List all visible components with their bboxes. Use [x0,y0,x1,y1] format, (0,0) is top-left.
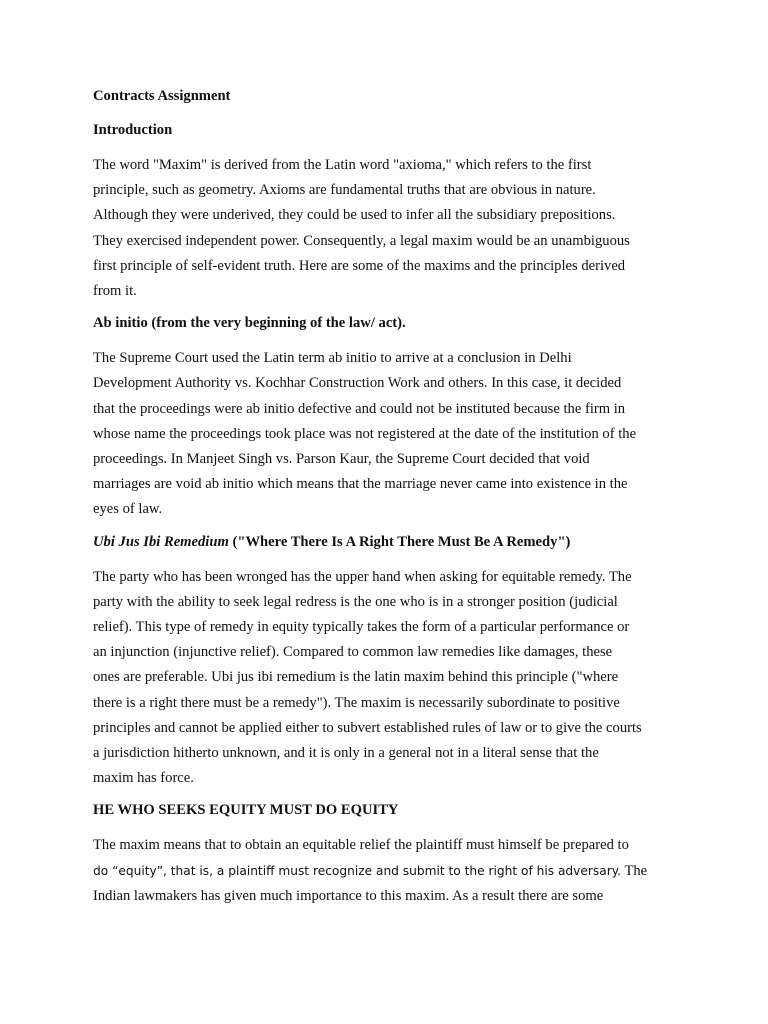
paragraph-line: The Supreme Court used the Latin term ab initio to arrive at a conclusion in Delhi [93,350,572,367]
paragraph-line: an injunction (injunctive relief). Compared to common law remedies like damages, these [93,644,613,661]
paragraph-line: Development Authority vs. Kochhar Construction Work and others. In this case, it decided [93,375,622,392]
paragraph-line: a jurisdiction hitherto unknown, and it is only in a general not in a literal sense that the [93,745,599,762]
serif-text-run: The [621,862,648,879]
paragraph-line: principles and cannot be applied either to subvert established rules of law or to give the courts [93,719,642,736]
paragraph-line: maxim has force. [93,770,194,787]
paragraph-line: They exercised independent power. Consequently, a legal maxim would be an unambiguous [93,232,630,249]
paragraph-line: there is a right there must be a remedy"). The maxim is necessarily subordinate to positive [93,694,620,711]
paragraph-line: party with the ability to seek legal redress is the one who is in a stronger position (judicial [93,593,618,610]
paragraph-line: marriages are void ab initio which means that the marriage never came into existence in the [93,476,628,493]
paragraph-line: relief). This type of remedy in equity typically takes the form of a particular performance or [93,619,630,636]
paragraph-line: first principle of self-evident truth. Here are some of the maxims and the principles derived [93,257,626,274]
ubi-jus-paragraph [93,565,683,792]
paragraph-line: The word "Maxim" is derived from the Latin word "axioma," which refers to the first [93,157,592,173]
ab-initio-heading: Ab initio (from the very beginning of the law/ act). [93,315,406,332]
document-page [93,86,683,918]
paragraph-line: Indian lawmakers has given much importance to this maxim. As a result there are some [93,887,604,904]
ubi-jus-heading-italic: Ubi Jus Ibi Remedium [93,533,229,550]
sans-text-run: do “equity”, that is, a plaintiff must recognize and submit to the right of his adversary. [93,863,622,878]
paragraph-line: The maxim means that to obtain an equitable relief the plaintiff must himself be prepared to [93,837,629,854]
paragraph-line: ones are preferable. Ubi jus ibi remedium is the latin maxim behind this principle ("where [93,669,619,686]
ab-initio-paragraph [93,346,683,522]
paragraph-line: that the proceedings were ab initio defective and could not be instituted because the firm in [93,400,626,417]
introduction-paragraph [93,153,683,304]
ubi-jus-heading [93,532,683,552]
paragraph-line: The party who has been wronged has the upper hand when asking for equitable remedy. The [93,568,632,585]
paragraph-line [93,859,683,884]
paragraph-line: whose name the proceedings took place was not registered at the date of the institution of the [93,425,637,442]
introduction-heading: Introduction [93,122,173,138]
equity-paragraph [93,833,683,909]
paragraph-line: proceedings. In Manjeet Singh vs. Parson Kaur, the Supreme Court decided that void [93,451,590,468]
ubi-jus-heading-rest: ("Where There Is A Right There Must Be A Remedy") [228,533,571,550]
paragraph-line: principle, such as geometry. Axioms are fundamental truths that are obvious in nature. [93,182,596,199]
paragraph-line: from it. [93,283,137,300]
document-title: Contracts Assignment [93,88,231,104]
equity-heading: HE WHO SEEKS EQUITY MUST DO EQUITY [93,802,399,819]
paragraph-line: eyes of law. [93,501,163,518]
paragraph-line: Although they were underived, they could be used to infer all the subsidiary prepositions. [93,207,616,224]
